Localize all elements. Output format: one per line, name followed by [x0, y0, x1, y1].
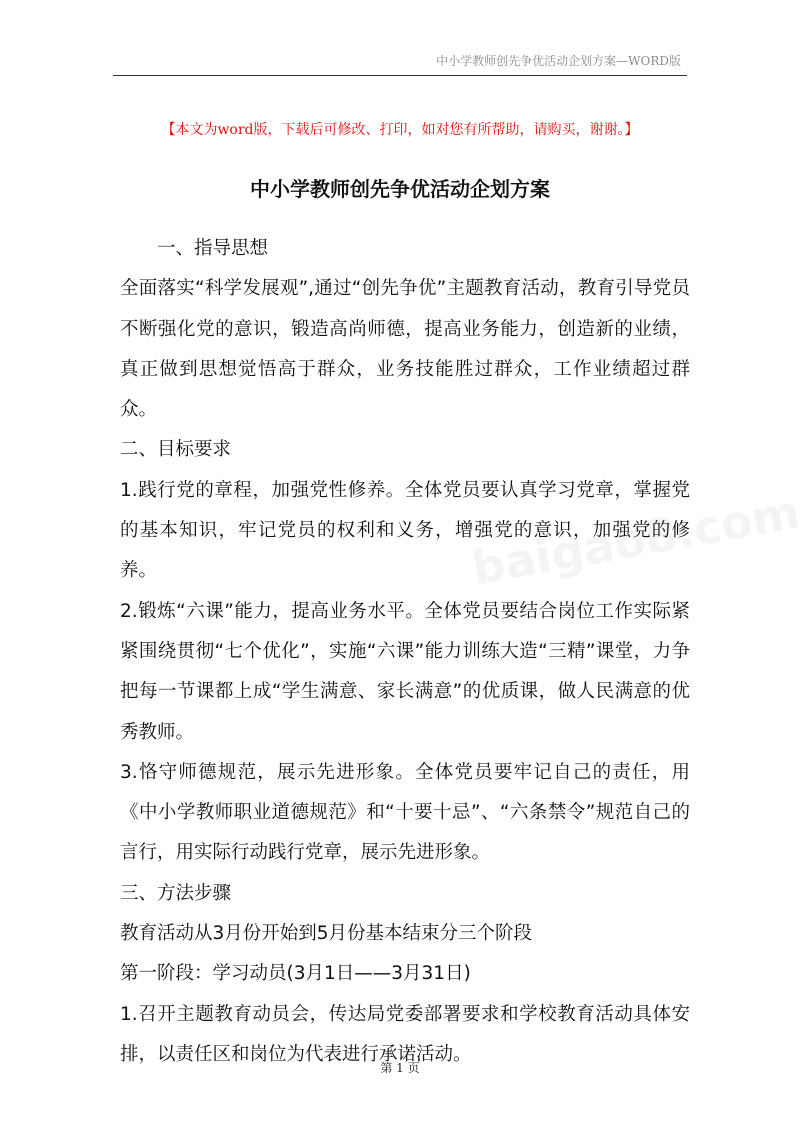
paragraph: 1.召开主题教育动员会，传达局党委部署要求和学校教育活动具体安排，以责任区和岗位为代表进行承诺活动。	[120, 1003, 690, 1065]
paragraph: 全面落实“科学发展观”,通过“创先争优”主题教育活动，教育引导党员不断强化党的意识，锻造高尚师德，提高业务能力，创造新的业绩，真正做到思想觉悟高于群众，业务技能胜过群众，工作业绩超过群众。	[120, 278, 690, 421]
paragraph: 教育活动从3月份开始到5月份基本结束分三个阶段	[120, 923, 533, 945]
paragraph: 3.恪守师德规范，展示先进形象。全体党员要牢记自己的责任，用《中小学教师职业道德规范》和“十要十忌”、“六条禁令”规范自己的言行，用实际行动践行党章，展示先进形象。	[120, 761, 690, 864]
page-header-title: 中小学教师创先争优活动企划方案—WORD版	[436, 54, 681, 68]
section-heading: 二、目标要求	[120, 439, 232, 461]
section-heading: 一、指导思想	[157, 238, 269, 259]
subheading: 第一阶段：学习动员(3月1日——3月31日)	[120, 963, 471, 985]
paragraph: 1.践行党的章程，加强党性修养。全体党员要认真学习党章，掌握党的基本知识，牢记党员的权利和义务，增强党的意识，加强党的修养。	[120, 479, 690, 582]
document-title: 中小学教师创先争优活动企划方案	[250, 177, 550, 201]
purchase-notice: 【本文为word版，下载后可修改、打印，如对您有所帮助，请购买，谢谢。】	[161, 122, 639, 138]
section-heading: 三、方法步骤	[120, 882, 232, 904]
paragraph: 2.锻炼“六课”能力，提高业务水平。全体党员要结合岗位工作实际紧紧围绕贯彻“七个优化”，实施“六课”能力训练大造“三精”课堂，力争把每一节课都上成“学生满意、家长满意”的优质课，做人民满意的优秀教师。	[120, 600, 690, 743]
page-number: 第 1 页	[380, 1061, 420, 1075]
header-divider	[113, 75, 687, 76]
document-body	[120, 229, 690, 1075]
